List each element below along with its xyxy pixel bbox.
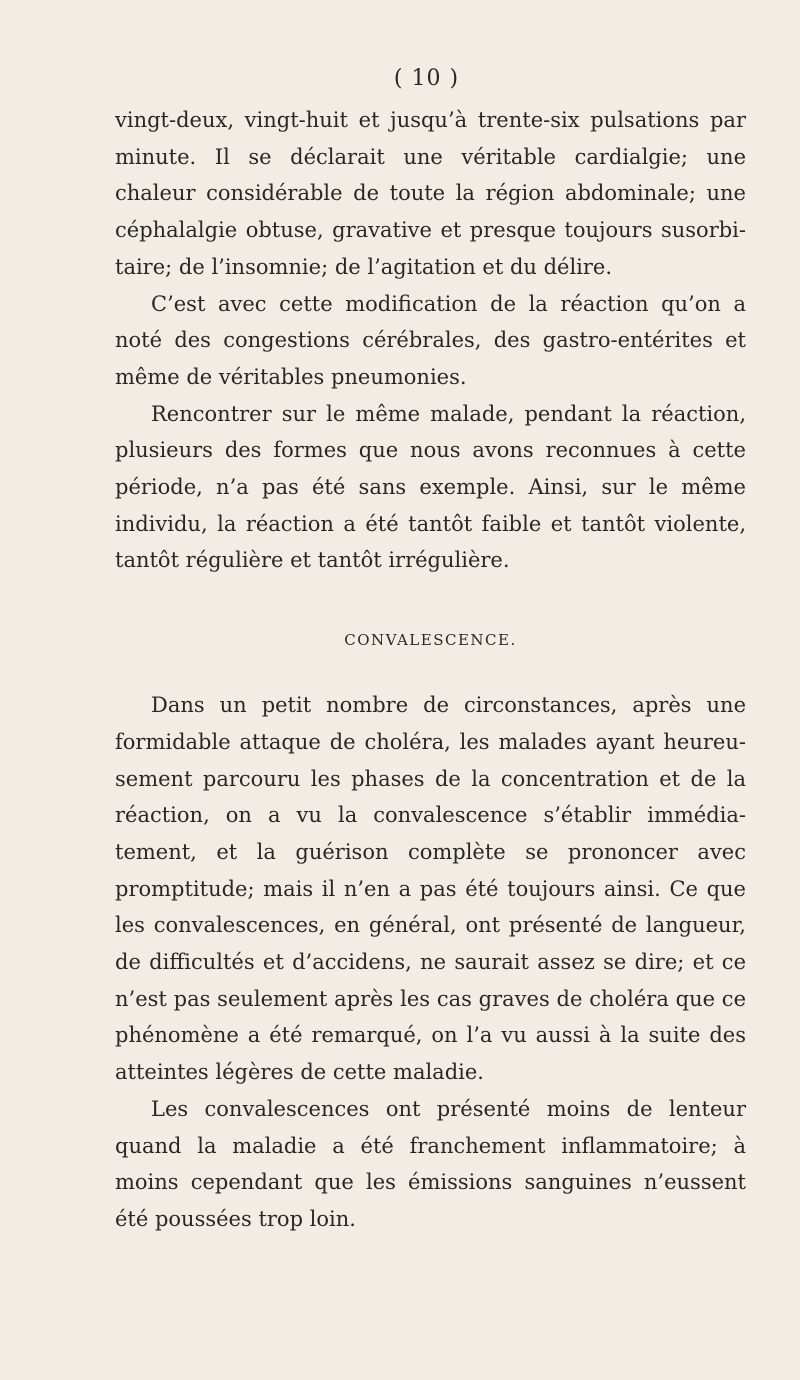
paragraph: Rencontrer sur le même malade, pendant la réaction, plusieurs des formes que nous avons reconnues à cette période, n’a pas été sans exemple. Ainsi, sur le même individu, la réaction a été tantôt faible et tantôt violente, tantôt régulière et tantôt irrégulière. [115,401,746,573]
paragraph: C’est avec cette modification de la réaction qu’on a noté des congestions cérébrales, des gastro-entérites et même de véritables pneumonies. [115,291,746,389]
paragraph: Dans un petit nombre de circonstances, après une formidable attaque de choléra, les malades ayant heureusement parcouru les phases de la concentration et de la réaction, on a vu la convalescence s’établir immédiatement, et la guérison complète se prononcer avec promptitude; mais il n’en a pas été toujours ainsi. Ce que les convalescences, en général, ont présenté de langueur, de difficultés et d’accidens, ne saurait assez se dire; et ce n’est pas seulement après les cas graves de choléra que ce phénomène a été remarqué, on l’a vu aussi à la suite des atteintes légères de cette maladie. [115,693,746,1085]
paragraph: Les convalescences ont présenté moins de lenteur quand la maladie a été franchement inflammatoire; à moins cependant que les émissions sanguines n’eussent été poussées trop loin. [115,1096,746,1231]
page-number: ( 10 ) [393,66,460,91]
body-text [115,102,746,1238]
paragraph-continuation: vingt-deux, vingt-huit et jusqu’à trente-six pulsations par minute. Il se déclarait une véritable cardialgie; une chaleur considérable de toute la région abdominale; une céphalalgie obtuse, gravative et presque toujours susorbitaire; de l’insomnie; de l’agitation et du délire. [115,108,746,279]
section-heading: CONVALESCENCE. [344,631,517,650]
